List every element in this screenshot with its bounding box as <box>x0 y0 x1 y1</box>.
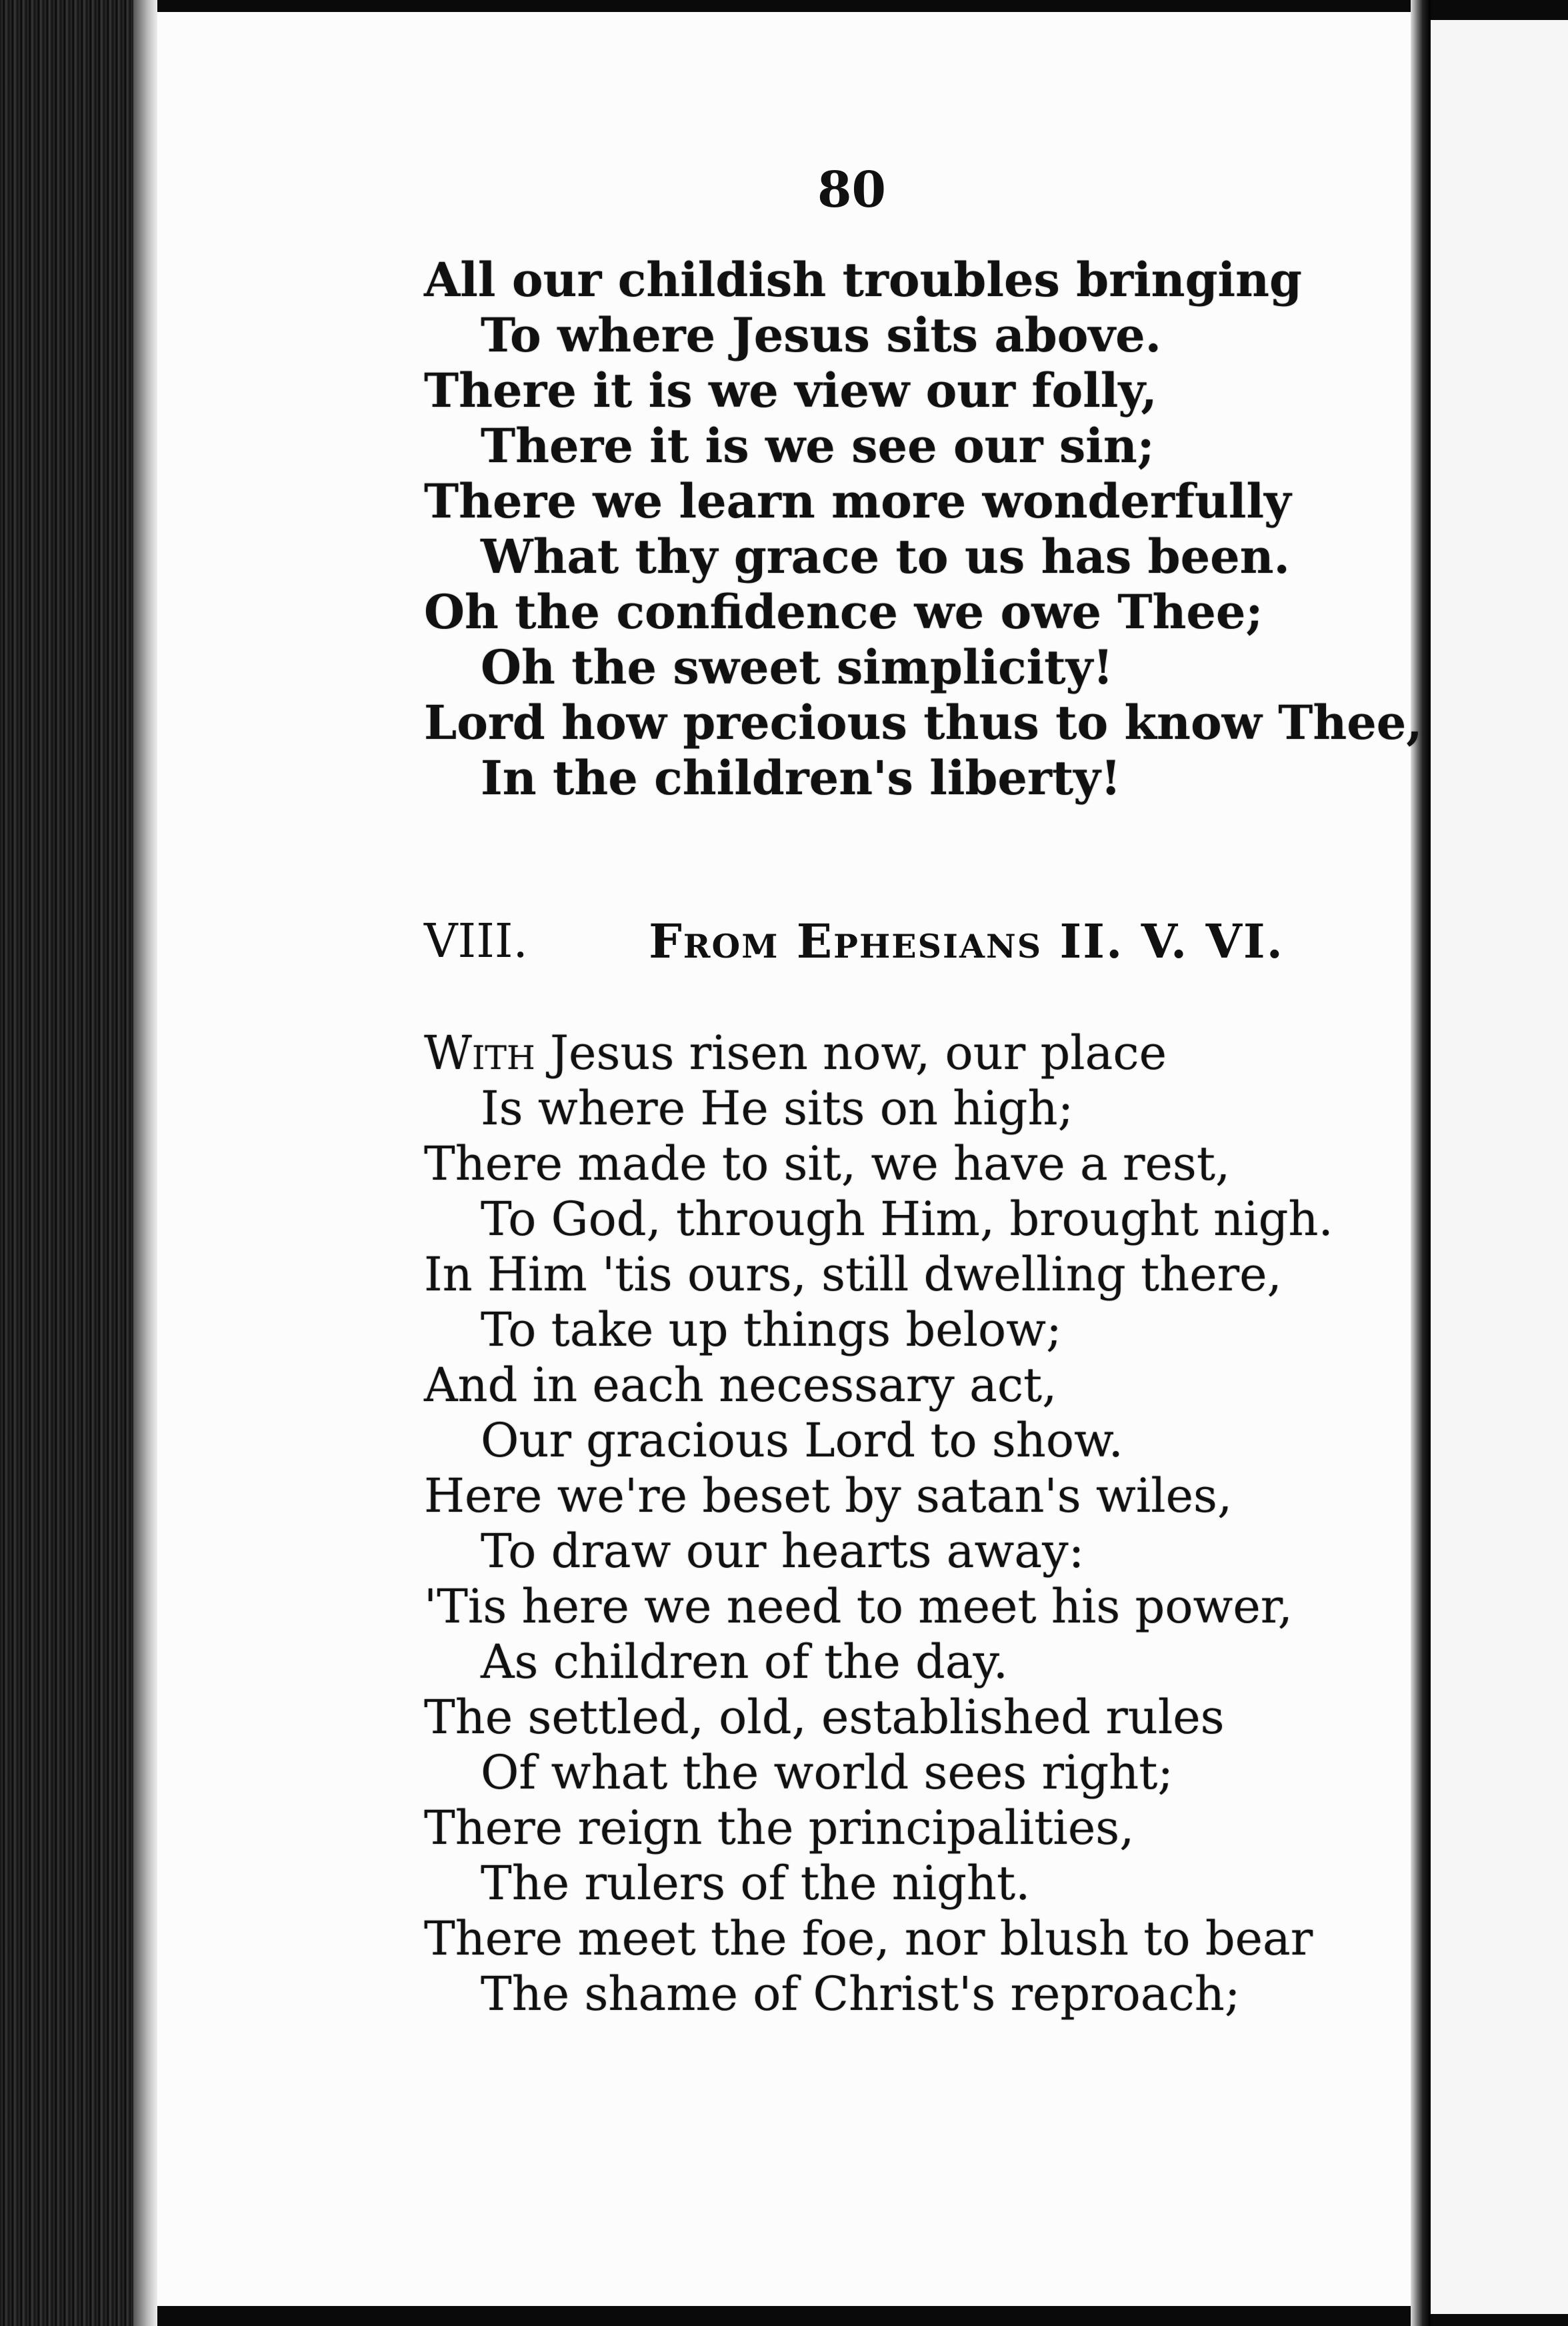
verse-line <box>424 1524 1333 1579</box>
verse-line <box>424 363 1423 418</box>
verse-line <box>424 473 1423 529</box>
verse-line <box>424 1690 1333 1745</box>
verse-line <box>424 1579 1333 1634</box>
verse-stanza <box>424 252 1423 806</box>
facing-page-edge <box>1431 20 1568 2314</box>
verse-line <box>424 1026 1333 1081</box>
verse-line-text: 'Tis here we need to meet his power, <box>424 1579 1293 1634</box>
verse-line-text: Lord how precious thus to know Thee, <box>424 695 1423 750</box>
verse-line <box>424 1911 1333 1967</box>
verse-line <box>424 1856 1333 1911</box>
verse-line <box>424 418 1423 473</box>
page-number: 80 <box>817 161 886 219</box>
verse-line <box>424 1413 1333 1468</box>
verse-line-text: There we learn more wonderfully <box>424 473 1291 529</box>
verse-line <box>424 1358 1333 1413</box>
verse-line <box>424 1081 1333 1136</box>
verse-line <box>424 640 1423 695</box>
verse-line <box>424 750 1423 806</box>
verse-line <box>424 1136 1333 1192</box>
verse-line-text: To God, through Him, brought nigh. <box>481 1192 1333 1246</box>
verse-line <box>424 307 1423 363</box>
page-edge <box>133 0 157 2326</box>
verse-line-text: Oh the confidence we owe Thee; <box>424 584 1263 640</box>
hymn-number: VIII. <box>424 914 528 968</box>
verse-line-text: The settled, old, established rules <box>424 1690 1225 1744</box>
verse-line-text: There meet the foe, nor blush to bear <box>424 1911 1313 1966</box>
drop-word: With <box>424 1026 535 1080</box>
verse-line-text: In the children's liberty! <box>481 750 1121 806</box>
verse-line-text: The shame of Christ's reproach; <box>481 1967 1241 2021</box>
verse-line-text: To take up things below; <box>481 1302 1062 1357</box>
verse-line-text: In Him 'tis ours, still dwelling there, <box>424 1247 1282 1302</box>
verse-line-text: What thy grace to us has been. <box>481 529 1290 584</box>
verse-line-text: To where Jesus sits above. <box>481 307 1162 363</box>
verse-line <box>424 1302 1333 1358</box>
verse-line-text: As children of the day. <box>481 1634 1009 1689</box>
verse-line <box>424 1801 1333 1856</box>
verse-line-text: All our childish troubles bringing <box>424 252 1302 307</box>
verse-line-text: Jesus risen now, our place <box>535 1026 1167 1080</box>
verse-line-text: And in each necessary act, <box>424 1358 1057 1412</box>
verse-line <box>424 1745 1333 1801</box>
verse-line-text: There made to sit, we have a rest, <box>424 1136 1231 1191</box>
verse-line <box>424 529 1423 584</box>
verse-line-text: There it is we view our folly, <box>424 363 1157 418</box>
verse-line <box>424 1247 1333 1302</box>
verse-line-text: Here we're beset by satan's wiles, <box>424 1468 1233 1523</box>
verse-line-text: Is where He sits on high; <box>481 1081 1074 1136</box>
verse-line <box>424 1468 1333 1524</box>
verse-line <box>424 252 1423 307</box>
verse-line-text: Oh the sweet simplicity! <box>481 640 1113 695</box>
verse-line <box>424 1967 1333 2022</box>
verse-line-text: The rulers of the night. <box>481 1856 1031 1911</box>
verse-line <box>424 1634 1333 1690</box>
verse-line <box>424 1192 1333 1247</box>
verse-line-text: Our gracious Lord to show. <box>481 1413 1123 1468</box>
verse-line-text: There it is we see our sin; <box>481 418 1155 473</box>
verse-line-text: Of what the world sees right; <box>481 1745 1173 1800</box>
hymn-verses <box>424 1026 1333 2022</box>
verse-line-text: There reign the principalities, <box>424 1801 1135 1855</box>
verse-line <box>424 695 1423 750</box>
verse-line <box>424 584 1423 640</box>
verse-line-text: To draw our hearts away: <box>481 1524 1085 1578</box>
hymn-title: From Ephesians II. V. VI. <box>649 914 1284 969</box>
